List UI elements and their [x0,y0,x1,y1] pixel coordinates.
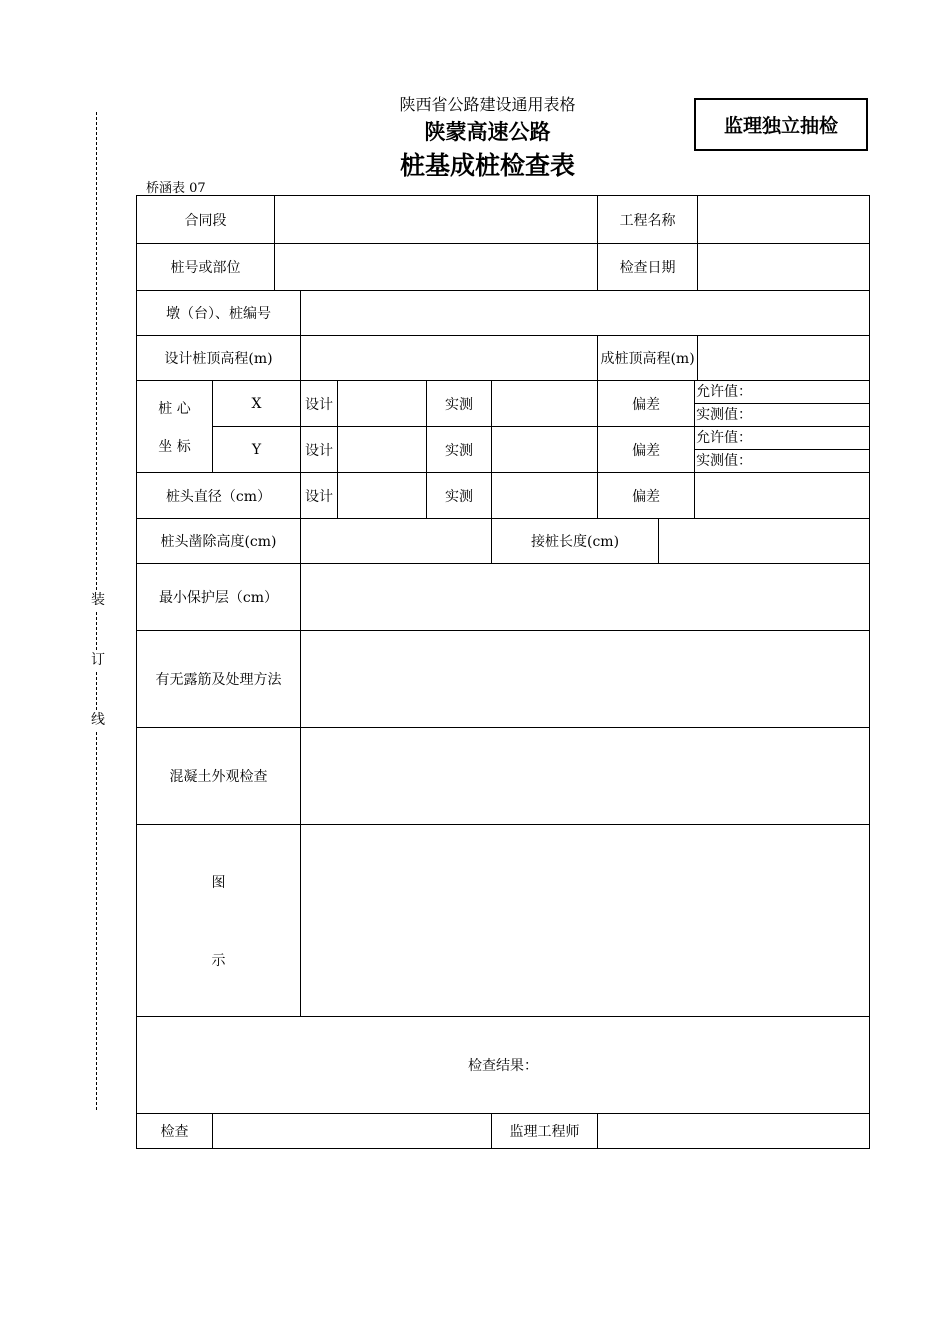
diameter-measured-field[interactable] [492,473,598,519]
coord-label-1: 桩 心 [158,400,191,417]
page-title: 桩基成桩检查表 [399,151,575,180]
y-measured-value-field[interactable]: 实测值： [696,453,753,469]
diagram-label [137,825,301,1017]
check-date-field[interactable] [698,244,870,291]
inspection-stamp: 监理独立抽检 [694,98,868,151]
y-design-label: 设计 [301,427,338,473]
splice-length-field[interactable] [659,519,870,564]
diameter-deviation-label: 偏差 [598,473,695,519]
exposed-rebar-label: 有无露筋及处理方法 [137,631,301,728]
diameter-design-label: 设计 [301,473,338,519]
concrete-appearance-field[interactable] [301,728,870,825]
x-label: X [213,381,301,427]
binding-char-zhuang: 装 [91,592,105,608]
engineer-label: 监理工程师 [492,1114,598,1149]
diagram-char-1: 图 [211,874,226,891]
x-design-label: 设计 [301,381,338,427]
x-measured-field[interactable] [492,381,598,427]
diagram-area[interactable] [301,825,870,1017]
y-measured-label: 实测 [427,427,492,473]
min-cover-label: 最小保护层（cm） [137,564,301,631]
y-design-field[interactable] [338,427,427,473]
built-top-field[interactable] [698,336,870,381]
x-measured-value-field[interactable]: 实测值： [696,407,753,423]
engineer-field[interactable] [598,1114,870,1149]
exposed-rebar-field[interactable] [301,631,870,728]
result-label: 检查结果： [468,1058,539,1074]
binding-char-xian: 线 [91,712,105,728]
y-deviation-label: 偏差 [598,427,695,473]
coord-label [137,381,213,473]
chisel-height-field[interactable] [301,519,492,564]
header-project: 陕蒙高速公路 [424,120,551,144]
binding-char-ding: 订 [91,652,105,668]
y-measured-field[interactable] [492,427,598,473]
binding-line [96,112,97,1110]
x-allowed-field[interactable]: 允许值： [695,381,869,404]
y-label: Y [213,427,301,473]
form-number: 桥涵表 07 [146,181,206,196]
project-name-label: 工程名称 [598,196,698,244]
project-name-field[interactable] [698,196,870,244]
design-top-field[interactable] [301,336,598,381]
head-diameter-label: 桩头直径（cm） [137,473,301,519]
pile-location-field[interactable] [275,244,598,291]
built-top-label: 成桩顶高程(m) [598,336,698,381]
chisel-height-label: 桩头凿除高度(cm) [137,519,301,564]
x-deviation-label: 偏差 [598,381,695,427]
design-top-label: 设计桩顶高程(m) [137,336,301,381]
splice-length-label: 接桩长度(cm) [492,519,659,564]
inspector-field[interactable] [213,1114,492,1149]
pier-pile-label: 墩（台）、桩编号 [137,291,301,336]
header-subtitle: 陕西省公路建设通用表格 [399,95,576,114]
pile-location-label: 桩号或部位 [137,244,275,291]
diameter-design-field[interactable] [338,473,427,519]
x-deviation-cell [695,381,870,427]
coord-label-2: 坐 标 [158,438,191,455]
y-deviation-cell [695,427,870,473]
concrete-appearance-label: 混凝土外观检查 [137,728,301,825]
diameter-deviation-field[interactable] [695,473,870,519]
y-allowed-field[interactable]: 允许值： [695,427,869,450]
inspect-label: 检查 [137,1114,213,1149]
x-measured-label: 实测 [427,381,492,427]
result-cell[interactable] [137,1017,870,1114]
min-cover-field[interactable] [301,564,870,631]
check-date-label: 检查日期 [598,244,698,291]
inspection-form-table [136,195,870,1149]
diameter-measured-label: 实测 [427,473,492,519]
x-design-field[interactable] [338,381,427,427]
contract-field[interactable] [275,196,598,244]
contract-label: 合同段 [137,196,275,244]
diagram-char-2: 示 [211,952,226,969]
pier-pile-field[interactable] [301,291,870,336]
